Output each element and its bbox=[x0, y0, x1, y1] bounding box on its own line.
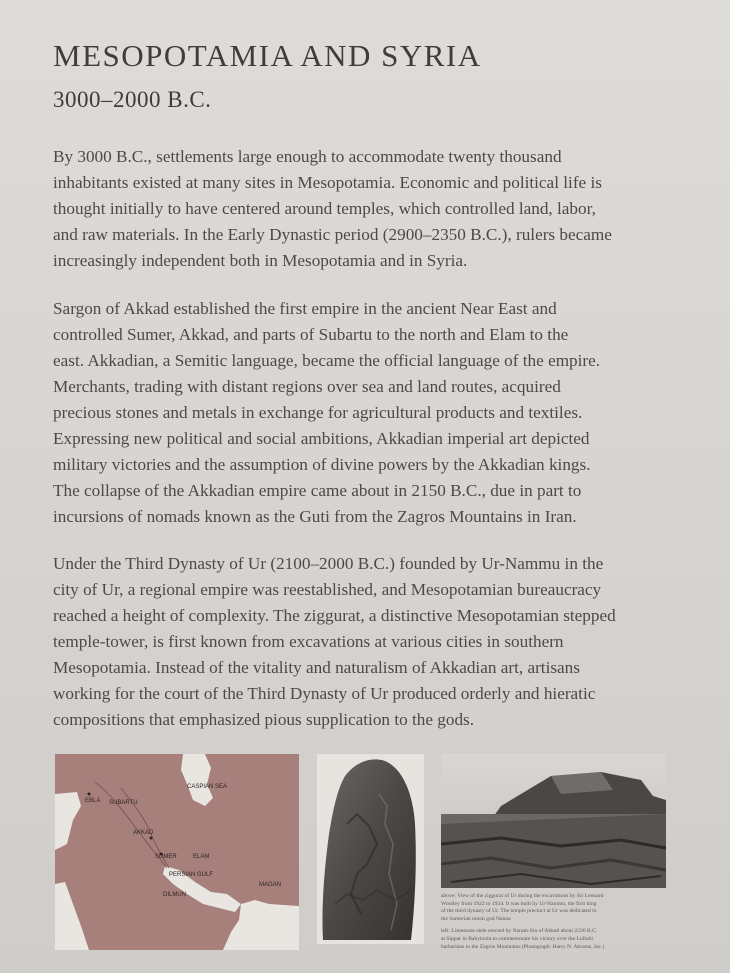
caption-line: Woolley from 1922 to 1934. It was built by Ur-Nammu, the first king bbox=[441, 900, 597, 907]
caption-line: above: View of the ziggurat of Ur during the excavations by Sir Leonard bbox=[441, 893, 604, 899]
ziggurat-image bbox=[441, 754, 666, 888]
map-label: CASPIAN SEA bbox=[187, 784, 228, 790]
map-label: DILMUN bbox=[163, 892, 187, 898]
text-line: temple-tower, is first known from excavations at various cities in southern bbox=[53, 632, 564, 651]
text-line: controlled Sumer, Akkad, and parts of Subartu to the north and Elam to the bbox=[53, 325, 569, 344]
text-line: compositions that emphasized pious supplication to the gods. bbox=[53, 710, 475, 729]
map-label: ELAM bbox=[193, 854, 210, 860]
text-line: Merchants, trading with distant regions over sea and land routes, acquired bbox=[53, 377, 561, 396]
ziggurat-photo bbox=[441, 754, 666, 888]
text-line: east. Akkadian, a Semitic language, became the official language of the empire. bbox=[53, 351, 601, 370]
text-line: and raw materials. In the Early Dynastic period (2900–2350 B.C.), rulers became bbox=[53, 225, 612, 244]
stele-image bbox=[317, 754, 424, 944]
photo-captions bbox=[441, 893, 673, 951]
text-line: Mesopotamia. Instead of the vitality and naturalism of Akkadian art, artisans bbox=[53, 658, 580, 677]
caption-line: barbarians in the Zagros Mountains (Photograph: Harry N. Abrams, Inc.) bbox=[441, 943, 605, 950]
text-line: Under the Third Dynasty of Ur (2100–2000 B.C.) founded by Ur-Nammu in the bbox=[53, 554, 604, 573]
text-line: military victories and the assumption of divine powers by the Akkadian kings. bbox=[53, 455, 591, 474]
text-line: incursions of nomads known as the Guti from the Zagros Mountains in Iran. bbox=[53, 507, 577, 526]
page-title: MESOPOTAMIA AND SYRIA bbox=[53, 38, 482, 73]
text-line: By 3000 B.C., settlements large enough to accommodate twenty thousand bbox=[53, 147, 562, 166]
page-subtitle: 3000–2000 B.C. bbox=[53, 87, 212, 112]
map-label: SUMER bbox=[155, 854, 177, 860]
text-line: reached a height of complexity. The ziggurat, a distinctive Mesopotamian stepped bbox=[53, 606, 616, 625]
caption-line: the Sumerian moon god Nanna bbox=[441, 915, 511, 922]
text-line: increasingly independent both in Mesopotamia and in Syria. bbox=[53, 251, 468, 270]
paragraph-ur bbox=[53, 551, 713, 733]
text-line: Sargon of Akkad established the first empire in the ancient Near East and bbox=[53, 299, 557, 318]
caption-line: at Sippar in Babylonia to commemorate his victory over the Lullubi bbox=[441, 935, 593, 942]
map-label: AKKAD bbox=[133, 830, 154, 836]
text-line: precious stones and metals in exchange for agricultural products and textiles. bbox=[53, 403, 583, 422]
map-label: MAGAN bbox=[259, 882, 282, 888]
text-line: inhabitants existed at many sites in Mesopotamia. Economic and political life is bbox=[53, 173, 602, 192]
caption-line: left: Limestone stele erected by Naram-Sin of Akkad about 2230 B.C. bbox=[441, 928, 598, 935]
text-line: Expressing new political and social ambitions, Akkadian imperial art depicted bbox=[53, 429, 590, 448]
paragraph-early-dynastic bbox=[53, 144, 713, 274]
region-map bbox=[55, 754, 299, 950]
text-line: thought initially to have centered around temples, which controlled land, labor, bbox=[53, 199, 596, 218]
map-label: PERSIAN GULF bbox=[169, 872, 214, 878]
text-line: working for the court of the Third Dynasty of Ur produced orderly and hieratic bbox=[53, 684, 596, 703]
text-line: city of Ur, a regional empire was reestablished, and Mesopotamian bureaucracy bbox=[53, 580, 602, 599]
text-line: The collapse of the Akkadian empire came about in 2150 B.C., due in part to bbox=[53, 481, 582, 500]
map-label: SUBARTU bbox=[109, 800, 138, 806]
caption-line: of the third dynasty of Ur. The temple precinct at Ur was dedicated to bbox=[441, 908, 597, 915]
map-drawing bbox=[55, 754, 299, 950]
map-label: EBLA bbox=[85, 798, 101, 804]
paragraph-akkad bbox=[53, 296, 713, 530]
stele-photo bbox=[317, 754, 424, 944]
